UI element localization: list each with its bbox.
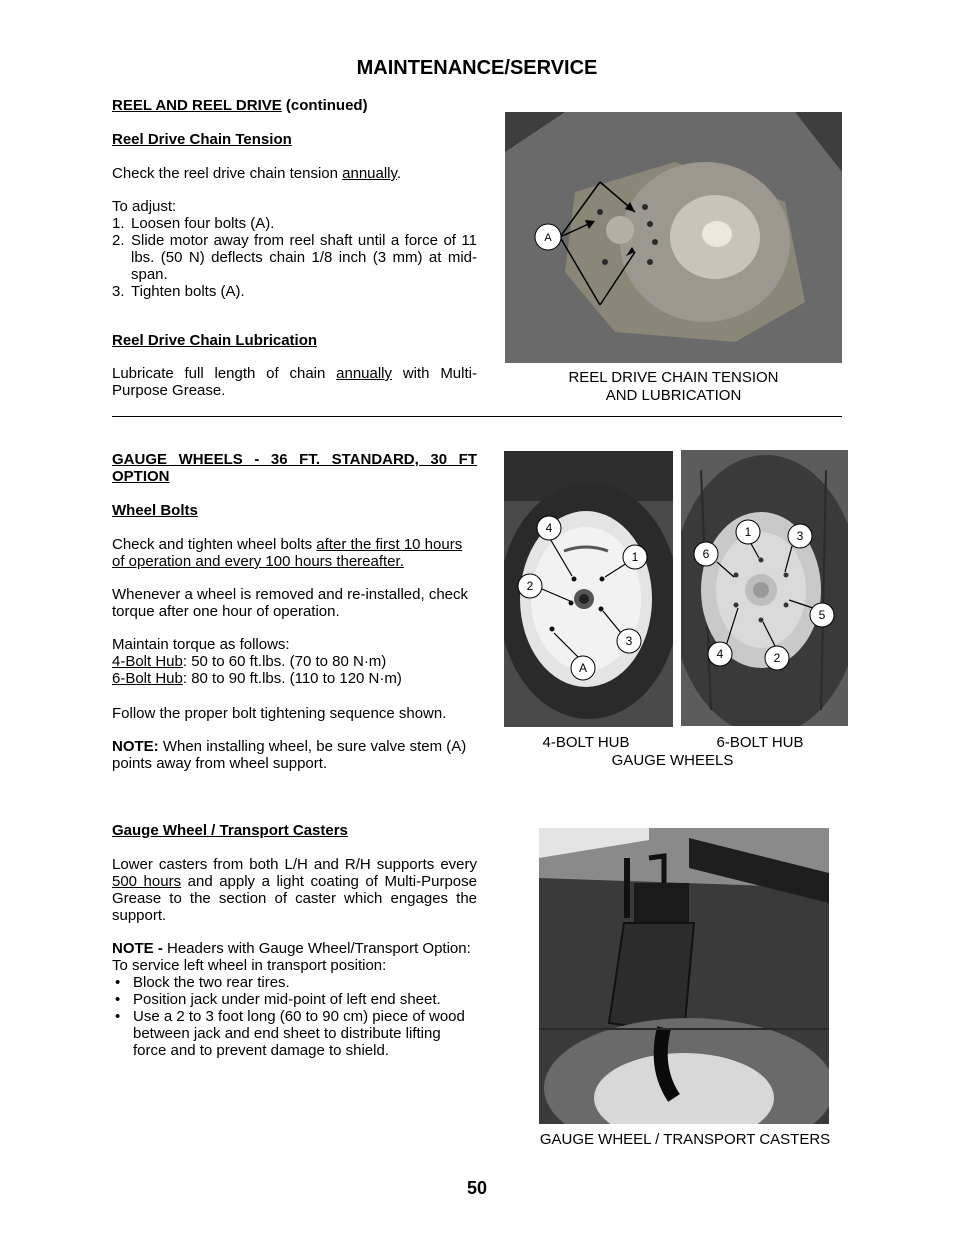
reel-check-annually: annually [342,165,397,182]
reel-adjust-steps [112,215,477,300]
note-label: NOTE: [112,738,159,755]
seq-label: 1 [744,525,752,539]
reel-check-text-start: Check the reel drive chain tension [112,165,343,182]
reel-check-end: . [396,165,402,182]
maintain-torque-text: Maintain torque as follows: [112,636,290,653]
list-item: • Use a 2 to 3 foot long (60 to 90 cm) piece of wood between jack and end sheet to distribute lifting force and to prevent damage to shield. [112,1008,477,1059]
reel-step [112,215,477,232]
step-number: 1. [112,215,125,232]
reel-caption [505,369,842,405]
torque-list [112,636,477,687]
reel-lube-annually: annually [336,365,393,382]
caption-4bolt: 4-BOLT HUB [542,734,630,751]
transport-casters-photo [539,828,829,1124]
casters-note-label: NOTE - [112,940,163,957]
casters-text-end: and apply a light coating of Multi-Purpose Grease to the section of caster which engages the support. [112,873,477,924]
note-text: When installing wheel, be sure valve stem (A) points away from wheel support. [112,738,467,772]
reel-heading: REEL AND REEL DRIVE [112,97,282,114]
step-text: Slide motor away from reel shaft until a force of 11 lbs. (50 N) deflects chain 1/8 inch (3 mm) at mid-span. [131,232,477,283]
reel-photo-label-a: A [544,232,552,244]
hub6-label: 6-Bolt Hub [112,670,183,687]
casters-bullet-list [112,974,477,1059]
step-text: Tighten bolts (A). [131,283,245,300]
step-number: 2. [112,232,125,249]
seq-label: 5 [818,608,826,622]
caption-6bolt: 6-BOLT HUB [716,734,804,751]
seq-label: 2 [773,651,781,665]
reel-lube-text-start: Lubricate full length of chain [112,365,337,382]
casters-text-start: Lower casters from both L/H and R/H supports every [112,856,477,873]
hub4-value: : 50 to 60 ft.lbs. (70 to 80 N·m) [182,653,387,670]
valve-stem-label: A [578,661,588,675]
reel-check-text [112,165,477,182]
reel-section-heading [112,97,477,114]
reel-lube-text [112,365,477,399]
seq-label: 1 [631,550,639,564]
reel-lube-text-end: with Multi-Purpose Grease. [112,365,477,399]
seq-label: 3 [625,634,633,648]
torque-4bolt [112,653,477,670]
seq-label: 4 [716,647,724,661]
hub4-label: 4-Bolt Hub [112,653,183,670]
wheel-check-text-start: Check and tighten wheel bolts [112,536,317,553]
valve-stem-note [112,738,477,772]
reel-caption-line2: AND LUBRICATION [605,387,742,404]
wheel-bolts-check-text [112,536,477,570]
seq-label: 3 [796,529,804,543]
seq-label: 6 [702,547,710,561]
casters-interval: 500 hours [112,873,182,890]
step-text: Loosen four bolts (A). [131,215,275,232]
six-bolt-hub-photo [681,450,848,726]
casters-note-text: Headers with Gauge Wheel/Transport Option: To service left wheel in transport position: [112,940,471,974]
step-number: 3. [112,283,125,300]
page-title: MAINTENANCE/SERVICE [356,57,598,79]
casters-text [112,856,477,924]
reel-step [112,232,477,283]
section-divider [112,416,842,417]
four-bolt-hub-photo [504,451,673,727]
list-item: • Position jack under mid-point of left end sheet. [112,991,477,1008]
wheel-removed-text: Whenever a wheel is removed and re-installed, check torque after one hour of operation. [112,586,469,620]
wheel-bolts-heading: Wheel Bolts [112,502,198,519]
page-number: 50 [466,1178,488,1198]
tightening-sequence-text: Follow the proper bolt tightening sequence shown. [112,705,447,722]
reel-lube-heading: Reel Drive Chain Lubrication [112,332,318,349]
wheel-check-interval: after the first 10 hours of operation and every 100 hours thereafter. [112,536,463,570]
reel-to-adjust: To adjust: [112,198,177,215]
caption-gauge-wheels: GAUGE WHEELS [611,752,734,769]
reel-drive-photo [505,112,842,363]
reel-step [112,283,477,300]
hub6-value: : 80 to 90 ft.lbs. (110 to 120 N·m) [182,670,402,687]
reel-caption-line1: REEL DRIVE CHAIN TENSION [568,369,779,386]
caption-casters: GAUGE WHEEL / TRANSPORT CASTERS [539,1131,831,1148]
reel-heading-suffix: (continued) [281,97,368,114]
gauge-heading: GAUGE WHEELS - 36 FT. STANDARD, 30 FT OPTION [112,451,477,485]
reel-tension-heading: Reel Drive Chain Tension [112,131,292,148]
casters-heading: Gauge Wheel / Transport Casters [112,822,348,839]
seq-label: 2 [526,579,534,593]
list-item: • Block the two rear tires. [112,974,477,991]
casters-note [112,940,477,974]
torque-6bolt [112,670,477,687]
seq-label: 4 [545,521,553,535]
